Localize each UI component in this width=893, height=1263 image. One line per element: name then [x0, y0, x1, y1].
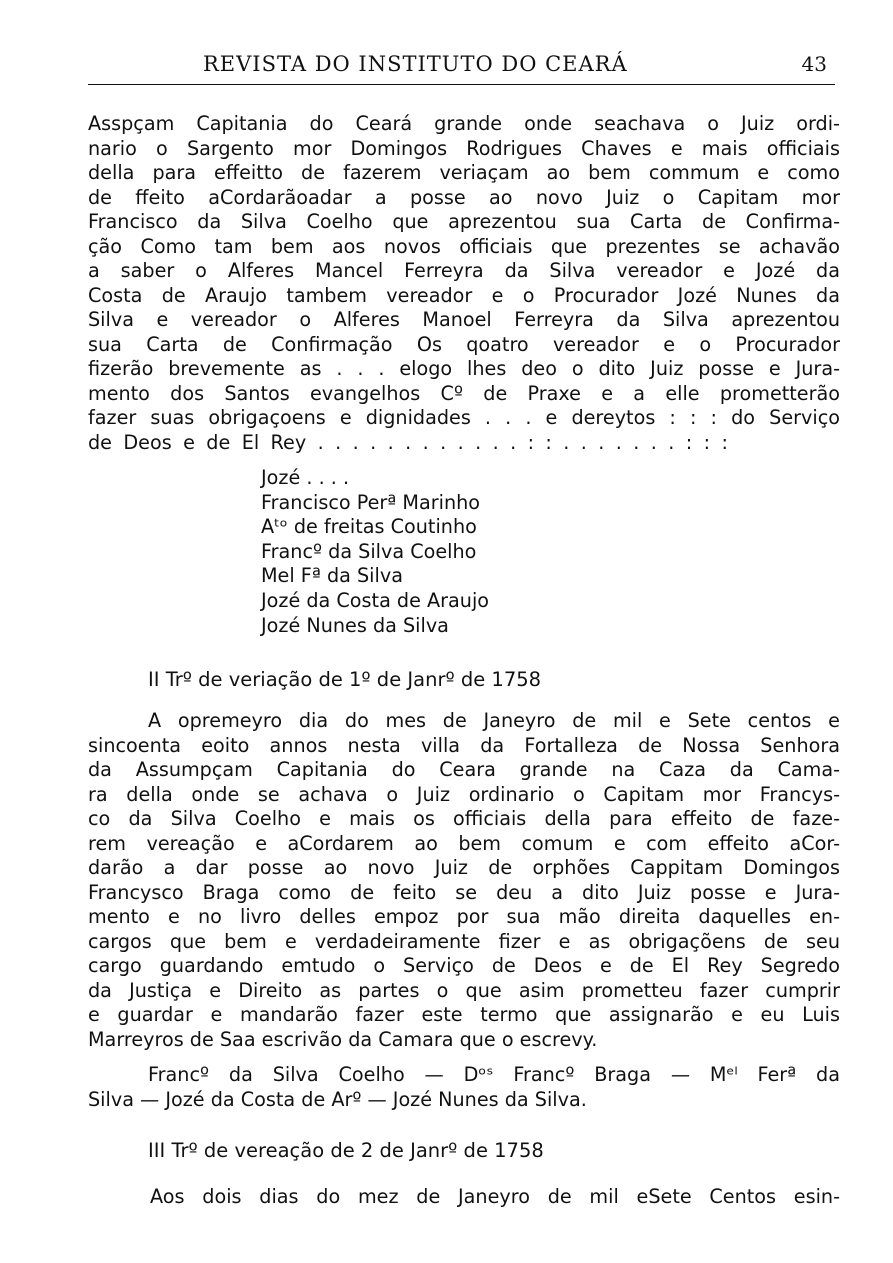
running-header [88, 50, 835, 85]
text-line: da Justiça e Direito as partes o que asim prometteu fazer cumprir [88, 978, 840, 1002]
text-line: de ffeito aCordarãoadar a posse ao novo Juiz o Capitam mor [88, 185, 840, 209]
text-line: ção Como tam bem aos novos officiais que prezentes se achavão [88, 234, 840, 258]
text-line: mento dos Santos evangelhos Cº de Praxe e a elle prometterão [88, 381, 840, 405]
text-line: Francysco Braga como de feito se deu a dito Juiz posse e Jura- [88, 880, 840, 904]
paragraph-3 [88, 1185, 840, 1210]
signature-line: Aᵗᵒ de freitas Coutinho [261, 515, 477, 539]
text-line: mento e no livro delles empoz por sua mão direita daquelles en- [88, 905, 840, 928]
signature-line: Jozé . . . . [261, 466, 350, 489]
text-line: cargo guardando emtudo o Serviço de Deos e de El Rey Segredo [88, 954, 840, 977]
page-number: 43 [801, 52, 827, 76]
signature-line: Mel Fª da Silva [261, 564, 403, 588]
text-line: A opremeyro dia do mes de Janeyro de mil e Sete centos e [148, 709, 840, 732]
signature-line: Jozé Nunes da Silva [261, 613, 449, 637]
signature-list-2 [88, 1063, 840, 1112]
signature-line: Francisco Perª Marinho [261, 490, 481, 514]
text-line: Francisco da Silva Coelho que aprezentou sua Carta de Confirma- [88, 210, 840, 233]
text-line: co da Silva Coelho e mais os officiais della para effeito de faze- [88, 807, 840, 830]
text-line: ra della onde se achava o Juiz ordinario o Capitam mor Francys- [88, 782, 840, 806]
text-line: Asspçam Capitania do Ceará grande onde seachava o Juiz ordi- [88, 112, 840, 135]
text-line: e guardar e mandarão fazer este termo que assignarão e eu Luis [88, 1003, 840, 1026]
signature-list-1 [261, 466, 489, 638]
text-line: de Deos e de El Rey . . . . . . . . . . . . : : . . . . . . . : : : [88, 430, 728, 454]
journal-title: REVISTA DO INSTITUTO DO CEARÁ [203, 52, 628, 76]
text-line: Aos dois dias do mez de Janeyro de mil eSete Centos esin- [150, 1185, 840, 1208]
text-line: sincoenta eoito annos nesta villa da Fortalleza de Nossa Senhora [88, 733, 840, 757]
text-line: darão a dar posse ao novo Juiz de orphões Cappitam Domingos [88, 856, 840, 879]
text-line: da Assumpçam Capitania do Ceara grande na Caza da Cama- [88, 758, 840, 781]
text-line: Marreyros de Saa escrivão da Camara que o escrevy. [88, 1027, 598, 1051]
text-line: cargos que bem e verdadeiramente fizer e as obrigaçõens de seu [88, 929, 840, 953]
text-line: Costa de Araujo tambem vereador e o Procurador Jozé Nunes da [88, 283, 840, 307]
signature-line: Francº da Silva Coelho [261, 539, 477, 563]
text-line: Francº da Silva Coelho — Dᵒˢ Francº Braga — Mᵉˡ Ferª da [148, 1063, 840, 1086]
section-heading-3: III Trº de vereação de 2 de Janrº de 1758 [148, 1139, 544, 1162]
text-line: sua Carta de Confirmação Os qoatro vereador e o Procurador [88, 332, 840, 356]
text-line: Silva e vereador o Alferes Manoel Ferreyra da Silva aprezentou [88, 308, 840, 331]
text-line: della para effeitto de fazerem veriaçam ao bem commum e como [88, 161, 840, 184]
text-line: rem vereação e aCordarem ao bem comum e com effeito aCor- [88, 831, 840, 855]
text-line: Silva — Jozé da Costa de Arº — Jozé Nunes da Silva. [88, 1087, 587, 1111]
text-line: fizerão brevemente as . . . elogo lhes deo o dito Juiz posse e Jura- [88, 357, 840, 380]
paragraph-1 [88, 112, 840, 455]
text-line: a saber o Alferes Mancel Ferreyra da Silva vereador e Jozé da [88, 259, 840, 282]
text-line: nario o Sargento mor Domingos Rodrigues Chaves e mais officiais [88, 136, 840, 160]
signature-line: Jozé da Costa de Araujo [261, 588, 490, 612]
paragraph-2 [88, 709, 840, 1052]
section-heading-2: II Trº de veriação de 1º de Janrº de 1758 [148, 668, 542, 691]
text-line: fazer suas obrigaçoens e dignidades . . . e dereytos : : : do Serviço [88, 406, 840, 429]
